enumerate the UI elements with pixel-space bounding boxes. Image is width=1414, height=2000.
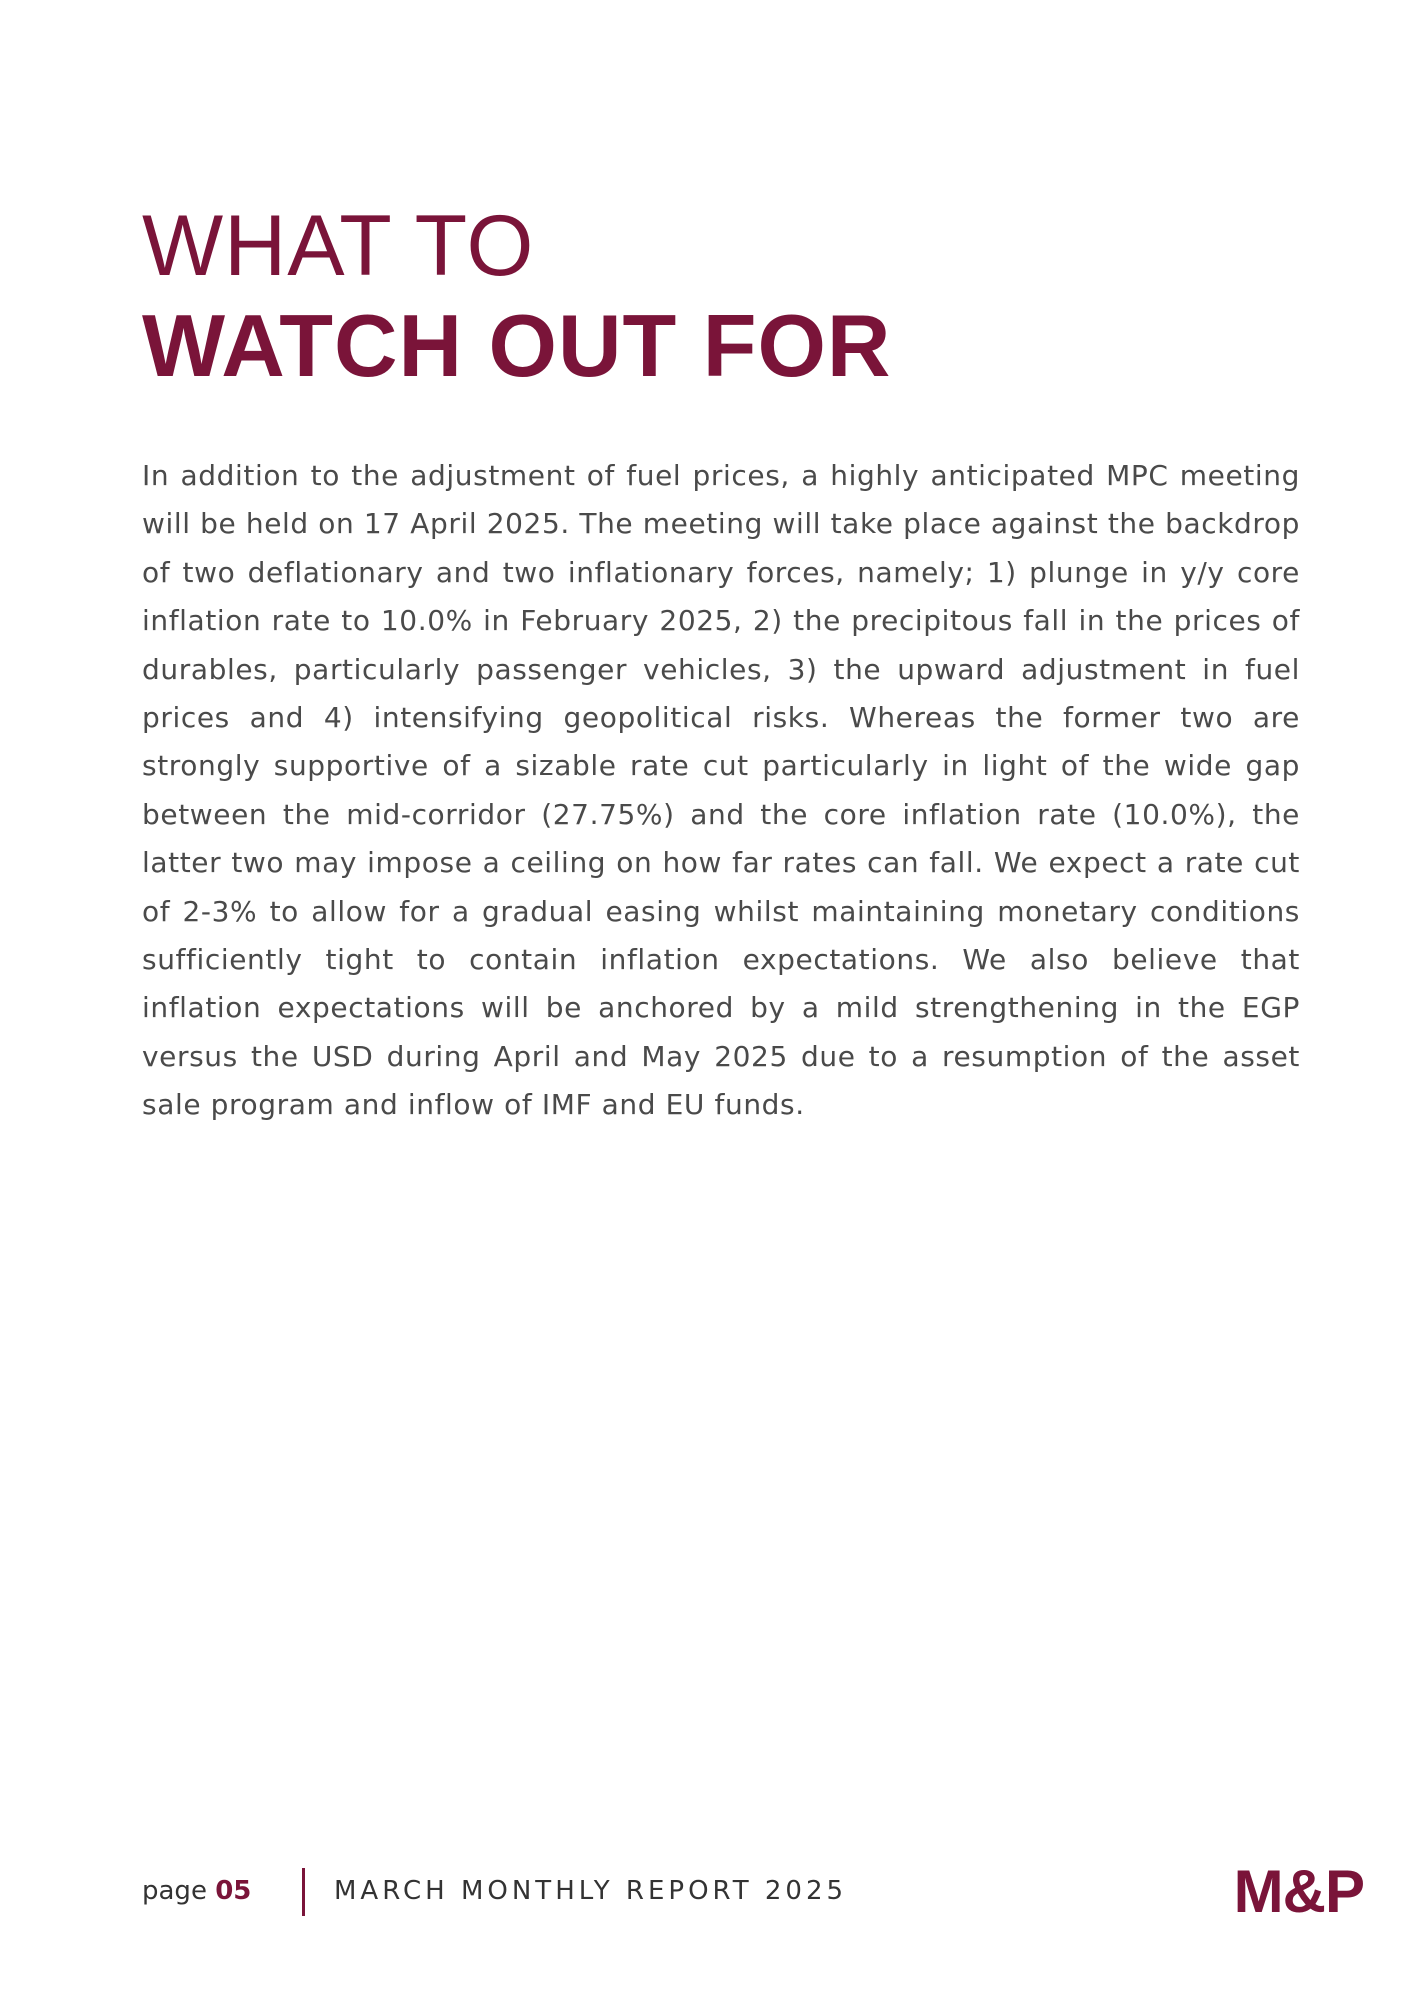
- page-prefix: page: [142, 1876, 207, 1906]
- report-title: MARCH MONTHLY REPORT 2025: [334, 1876, 848, 1906]
- page-indicator: [142, 1876, 251, 1906]
- body-paragraph: In addition to the adjustment of fuel prices, a highly anticipated MPC meeting will be held on 17 April 2025. The meeting will take place against the backdrop of two deflationary and two inflationary forces, namely; 1) plunge in y/y core inflation rate to 10.0% in February 2025, 2) the precipitous fall in the prices of durables, particularly passenger vehicles, 3) the upward adjustment in fuel prices and 4) intensifying geopolitical risks. Whereas the former two are strongly supportive of a sizable rate cut particularly in light of the wide gap between the mid-corridor (27.75%) and the core inflation rate (10.0%), the latter two may impose a ceiling on how far rates can fall. We expect a rate cut of 2-3% to allow for a gradual easing whilst maintaining monetary conditions sufficiently tight to contain inflation expectations. We also believe that inflation expectations will be anchored by a mild strengthening in the EGP versus the USD during April and May 2025 due to a resumption of the asset sale program and inflow of IMF and EU funds.: [142, 459, 1300, 1122]
- page-heading: [142, 198, 891, 398]
- heading-line-1: WHAT TO: [142, 198, 535, 294]
- page-number: 05: [215, 1876, 252, 1906]
- footer-divider: [302, 1868, 305, 1916]
- company-logo: M&P: [1233, 1858, 1364, 1925]
- heading-line-2: WATCH OUT FOR: [142, 296, 892, 395]
- page-footer: [142, 1858, 1364, 1925]
